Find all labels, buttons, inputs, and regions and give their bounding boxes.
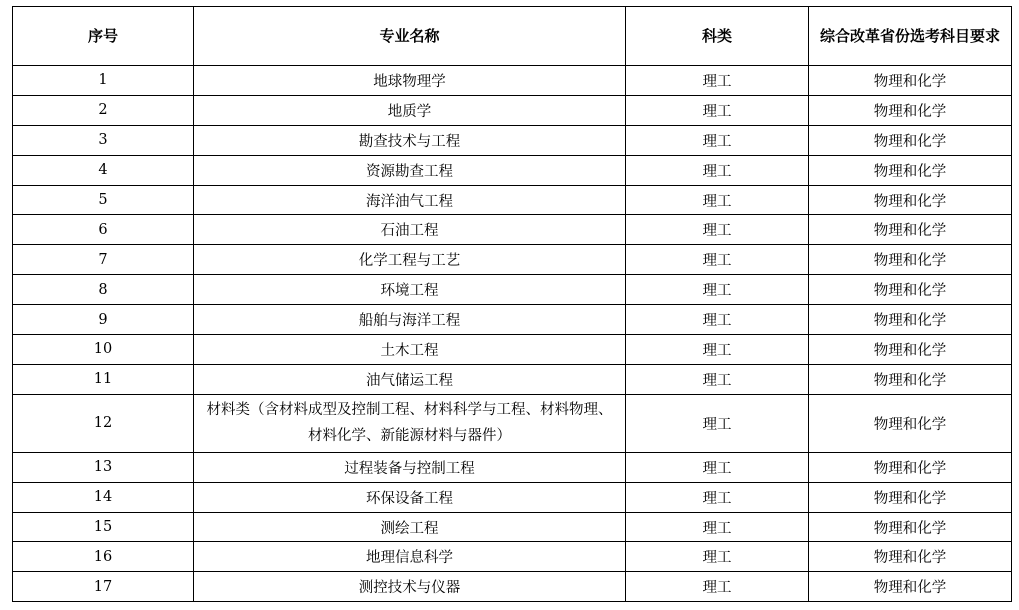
- cell-major: 石油工程: [194, 215, 626, 245]
- cell-major: 地质学: [194, 95, 626, 125]
- cell-index: 11: [13, 364, 194, 394]
- table-row: [13, 155, 1012, 185]
- cell-index: 8: [13, 275, 194, 305]
- table-row: [13, 215, 1012, 245]
- cell-index: 12: [13, 394, 194, 452]
- cell-category: 理工: [626, 482, 809, 512]
- cell-category: 理工: [626, 215, 809, 245]
- cell-category: 理工: [626, 452, 809, 482]
- cell-requirement: 物理和化学: [809, 572, 1012, 602]
- majors-table: [12, 6, 1012, 602]
- cell-requirement: 物理和化学: [809, 185, 1012, 215]
- cell-major: 材料类（含材料成型及控制工程、材料科学与工程、材料物理、材料化学、新能源材料与器件）: [194, 394, 626, 452]
- cell-index: 5: [13, 185, 194, 215]
- table-row: [13, 572, 1012, 602]
- cell-major: 勘查技术与工程: [194, 125, 626, 155]
- header-category: 科类: [626, 7, 809, 66]
- cell-major: 油气储运工程: [194, 364, 626, 394]
- cell-major: 环保设备工程: [194, 482, 626, 512]
- table-row: [13, 185, 1012, 215]
- cell-category: 理工: [626, 305, 809, 335]
- cell-category: 理工: [626, 125, 809, 155]
- cell-index: 1: [13, 66, 194, 96]
- cell-category: 理工: [626, 512, 809, 542]
- cell-index: 6: [13, 215, 194, 245]
- table-row: [13, 512, 1012, 542]
- table-header-row: [13, 7, 1012, 66]
- cell-index: 10: [13, 335, 194, 365]
- cell-category: 理工: [626, 155, 809, 185]
- cell-requirement: 物理和化学: [809, 245, 1012, 275]
- cell-index: 17: [13, 572, 194, 602]
- cell-major: 测控技术与仪器: [194, 572, 626, 602]
- cell-index: 14: [13, 482, 194, 512]
- cell-requirement: 物理和化学: [809, 66, 1012, 96]
- cell-category: 理工: [626, 572, 809, 602]
- cell-requirement: 物理和化学: [809, 275, 1012, 305]
- cell-category: 理工: [626, 335, 809, 365]
- cell-major: 资源勘查工程: [194, 155, 626, 185]
- cell-requirement: 物理和化学: [809, 125, 1012, 155]
- header-requirement: 综合改革省份选考科目要求: [809, 7, 1012, 66]
- cell-index: 3: [13, 125, 194, 155]
- cell-category: 理工: [626, 245, 809, 275]
- table-row: [13, 364, 1012, 394]
- cell-index: 16: [13, 542, 194, 572]
- cell-requirement: 物理和化学: [809, 512, 1012, 542]
- cell-category: 理工: [626, 95, 809, 125]
- cell-requirement: 物理和化学: [809, 95, 1012, 125]
- cell-category: 理工: [626, 542, 809, 572]
- cell-major: 船舶与海洋工程: [194, 305, 626, 335]
- cell-requirement: 物理和化学: [809, 155, 1012, 185]
- header-major: 专业名称: [194, 7, 626, 66]
- table-row: [13, 482, 1012, 512]
- table-row: [13, 245, 1012, 275]
- cell-major: 过程装备与控制工程: [194, 452, 626, 482]
- cell-major: 环境工程: [194, 275, 626, 305]
- table-row: [13, 125, 1012, 155]
- table-row: [13, 394, 1012, 452]
- cell-index: 9: [13, 305, 194, 335]
- header-index: 序号: [13, 7, 194, 66]
- cell-index: 15: [13, 512, 194, 542]
- table-row: [13, 542, 1012, 572]
- cell-major: 化学工程与工艺: [194, 245, 626, 275]
- cell-requirement: 物理和化学: [809, 452, 1012, 482]
- cell-major: 海洋油气工程: [194, 185, 626, 215]
- cell-major: 土木工程: [194, 335, 626, 365]
- cell-category: 理工: [626, 364, 809, 394]
- cell-index: 4: [13, 155, 194, 185]
- cell-major: 地理信息科学: [194, 542, 626, 572]
- cell-index: 2: [13, 95, 194, 125]
- cell-major: 地球物理学: [194, 66, 626, 96]
- table-row: [13, 275, 1012, 305]
- cell-category: 理工: [626, 66, 809, 96]
- table-row: [13, 305, 1012, 335]
- table-row: [13, 452, 1012, 482]
- cell-requirement: 物理和化学: [809, 394, 1012, 452]
- cell-category: 理工: [626, 185, 809, 215]
- table-row: [13, 95, 1012, 125]
- cell-major: 测绘工程: [194, 512, 626, 542]
- cell-requirement: 物理和化学: [809, 335, 1012, 365]
- table-row: [13, 335, 1012, 365]
- cell-requirement: 物理和化学: [809, 482, 1012, 512]
- cell-category: 理工: [626, 275, 809, 305]
- cell-requirement: 物理和化学: [809, 542, 1012, 572]
- cell-index: 7: [13, 245, 194, 275]
- table-row: [13, 66, 1012, 96]
- cell-requirement: 物理和化学: [809, 215, 1012, 245]
- cell-requirement: 物理和化学: [809, 305, 1012, 335]
- cell-index: 13: [13, 452, 194, 482]
- cell-category: 理工: [626, 394, 809, 452]
- cell-requirement: 物理和化学: [809, 364, 1012, 394]
